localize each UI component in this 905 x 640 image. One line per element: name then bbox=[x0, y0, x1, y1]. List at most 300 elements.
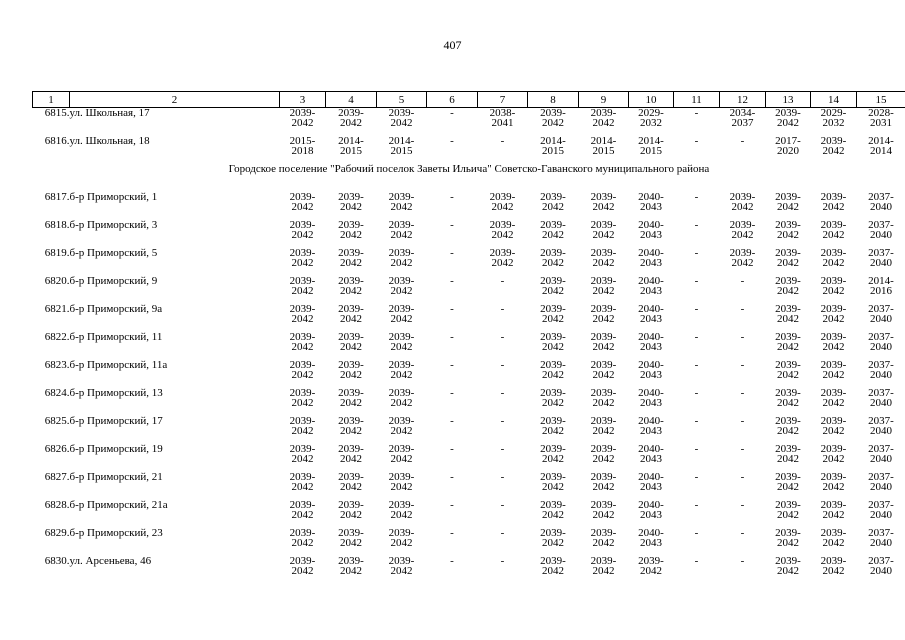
period-cell bbox=[377, 220, 427, 248]
period-cell bbox=[629, 528, 674, 556]
period-end: 2042 bbox=[822, 201, 845, 213]
period-end: 2042 bbox=[291, 257, 314, 269]
period-start: 2039- bbox=[289, 107, 316, 119]
period-cell bbox=[857, 556, 905, 584]
period-cell bbox=[766, 192, 811, 220]
row-number: 6827. bbox=[44, 471, 70, 483]
period-cell bbox=[326, 136, 377, 164]
period-cell bbox=[579, 276, 629, 304]
period-end: 2042 bbox=[491, 201, 514, 213]
column-header: 7 bbox=[478, 92, 528, 108]
period-end: 2042 bbox=[340, 201, 362, 213]
period-end: 2042 bbox=[340, 257, 362, 269]
period-end: 2042 bbox=[777, 425, 799, 437]
period-cell bbox=[811, 276, 857, 304]
period-cell bbox=[629, 108, 674, 137]
row-number: 6830. bbox=[44, 555, 70, 567]
row-number: 6829. bbox=[44, 527, 70, 539]
period-cell bbox=[280, 248, 326, 276]
table-row bbox=[33, 556, 905, 584]
period-end: 2042 bbox=[822, 145, 845, 157]
period-start: 2039- bbox=[388, 247, 415, 259]
period-start: 2039- bbox=[388, 499, 415, 511]
period-cell bbox=[857, 472, 905, 500]
period-start: 2039- bbox=[489, 191, 516, 203]
period-start: 2039- bbox=[820, 471, 847, 483]
period-start: 2037- bbox=[868, 555, 894, 567]
period-start: 2039- bbox=[820, 527, 847, 539]
period-start: 2039- bbox=[590, 191, 617, 203]
period-start: 2039- bbox=[820, 499, 847, 511]
period-end: 2042 bbox=[822, 481, 845, 493]
period-cell bbox=[377, 416, 427, 444]
period-end: 2042 bbox=[822, 397, 845, 409]
period-start: 2037- bbox=[868, 247, 894, 259]
period-end: 2043 bbox=[640, 425, 662, 437]
period-end: 2042 bbox=[542, 537, 564, 549]
period-end: 2040 bbox=[870, 229, 892, 241]
period-end: 2042 bbox=[592, 453, 615, 465]
period-end: 2042 bbox=[542, 453, 564, 465]
period-cell: - bbox=[694, 303, 699, 315]
period-cell bbox=[811, 444, 857, 472]
period-start: 2039- bbox=[289, 555, 316, 567]
period-end: 2042 bbox=[340, 425, 362, 437]
period-cell bbox=[629, 220, 674, 248]
period-cell bbox=[766, 220, 811, 248]
period-cell bbox=[326, 416, 377, 444]
period-cell bbox=[377, 528, 427, 556]
table-row bbox=[33, 332, 905, 360]
period-cell bbox=[377, 360, 427, 388]
period-end: 2016 bbox=[870, 285, 892, 297]
period-end: 2042 bbox=[291, 397, 314, 409]
address-cell: б-р Приморский, 19 bbox=[69, 443, 163, 455]
period-cell bbox=[326, 304, 377, 332]
period-cell: - bbox=[694, 471, 699, 483]
period-start: 2039- bbox=[289, 331, 316, 343]
period-start: 2039- bbox=[775, 443, 801, 455]
period-cell bbox=[629, 416, 674, 444]
period-end: 2043 bbox=[640, 509, 662, 521]
period-end: 2042 bbox=[542, 229, 564, 241]
period-end: 2042 bbox=[340, 229, 362, 241]
period-cell: - bbox=[694, 499, 699, 511]
period-start: 2039- bbox=[540, 387, 566, 399]
period-end: 2015 bbox=[340, 145, 362, 157]
period-start: 2028- bbox=[868, 107, 894, 119]
period-cell bbox=[766, 416, 811, 444]
address-cell: ул. Арсеньева, 46 bbox=[69, 555, 152, 567]
period-end: 2043 bbox=[640, 453, 662, 465]
period-end: 2042 bbox=[390, 425, 413, 437]
period-start: 2037- bbox=[868, 443, 894, 455]
period-end: 2043 bbox=[640, 397, 662, 409]
column-header: 6 bbox=[427, 92, 478, 108]
period-cell: - bbox=[694, 135, 699, 147]
period-start: 2039- bbox=[729, 191, 756, 203]
period-start: 2039- bbox=[775, 555, 801, 567]
period-start: 2039- bbox=[289, 191, 316, 203]
period-end: 2042 bbox=[291, 453, 314, 465]
period-end: 2042 bbox=[777, 509, 799, 521]
period-cell bbox=[629, 388, 674, 416]
period-start: 2014- bbox=[590, 135, 617, 147]
period-cell bbox=[720, 220, 766, 248]
period-cell bbox=[280, 556, 326, 584]
period-end: 2018 bbox=[291, 145, 314, 157]
period-end: 2040 bbox=[870, 397, 892, 409]
period-start: 2037- bbox=[868, 471, 894, 483]
period-cell bbox=[326, 220, 377, 248]
period-cell bbox=[811, 220, 857, 248]
period-start: 2039- bbox=[338, 555, 364, 567]
period-end: 2042 bbox=[390, 341, 413, 353]
period-cell bbox=[579, 528, 629, 556]
period-cell bbox=[629, 276, 674, 304]
table-row bbox=[33, 472, 905, 500]
period-end: 2015 bbox=[592, 145, 615, 157]
period-end: 2040 bbox=[870, 341, 892, 353]
period-end: 2040 bbox=[870, 509, 892, 521]
period-start: 2039- bbox=[388, 359, 415, 371]
period-end: 2042 bbox=[822, 537, 845, 549]
period-cell bbox=[528, 248, 579, 276]
address-cell: б-р Приморский, 9а bbox=[69, 303, 163, 315]
period-start: 2039- bbox=[638, 555, 664, 567]
period-end: 2040 bbox=[870, 565, 892, 577]
period-end: 2042 bbox=[592, 537, 615, 549]
period-end: 2032 bbox=[640, 117, 662, 129]
period-cell bbox=[280, 192, 326, 220]
table-row bbox=[33, 136, 905, 164]
period-cell bbox=[766, 360, 811, 388]
period-cell: - bbox=[450, 191, 454, 203]
row-number: 6819. bbox=[44, 247, 70, 259]
period-cell: - bbox=[500, 135, 505, 147]
period-cell bbox=[528, 304, 579, 332]
period-start: 2039- bbox=[820, 555, 847, 567]
period-cell bbox=[811, 360, 857, 388]
period-start: 2039- bbox=[775, 247, 801, 259]
period-end: 2042 bbox=[542, 257, 564, 269]
row-number: 6821. bbox=[44, 303, 70, 315]
period-cell bbox=[478, 220, 528, 248]
period-cell bbox=[811, 248, 857, 276]
period-start: 2039- bbox=[820, 359, 847, 371]
period-end: 2015 bbox=[542, 145, 564, 157]
period-end: 2014 bbox=[870, 145, 892, 157]
period-cell bbox=[326, 556, 377, 584]
period-start: 2039- bbox=[388, 275, 415, 287]
column-header: 15 bbox=[857, 92, 905, 108]
period-end: 2042 bbox=[542, 425, 564, 437]
period-start: 2039- bbox=[540, 527, 566, 539]
period-start: 2039- bbox=[388, 443, 415, 455]
period-start: 2039- bbox=[338, 219, 364, 231]
schedule-table bbox=[32, 91, 905, 584]
period-start: 2039- bbox=[388, 527, 415, 539]
period-cell bbox=[766, 332, 811, 360]
period-end: 2042 bbox=[777, 229, 799, 241]
period-cell bbox=[280, 276, 326, 304]
row-number: 6820. bbox=[44, 275, 70, 287]
period-end: 2042 bbox=[291, 201, 314, 213]
period-start: 2039- bbox=[540, 331, 566, 343]
period-cell bbox=[579, 416, 629, 444]
period-end: 2042 bbox=[390, 397, 413, 409]
period-cell bbox=[811, 388, 857, 416]
period-cell: - bbox=[450, 499, 454, 511]
period-start: 2039- bbox=[338, 107, 364, 119]
period-start: 2037- bbox=[868, 387, 894, 399]
period-start: 2039- bbox=[388, 107, 415, 119]
column-header: 5 bbox=[377, 92, 427, 108]
period-end: 2043 bbox=[640, 313, 662, 325]
period-start: 2040- bbox=[638, 191, 664, 203]
period-end: 2042 bbox=[340, 313, 362, 325]
period-cell bbox=[811, 108, 857, 137]
period-cell bbox=[629, 304, 674, 332]
period-end: 2042 bbox=[592, 313, 615, 325]
period-start: 2039- bbox=[338, 387, 364, 399]
period-start: 2039- bbox=[388, 303, 415, 315]
period-start: 2039- bbox=[338, 527, 364, 539]
period-cell bbox=[478, 248, 528, 276]
period-cell: - bbox=[694, 191, 699, 203]
period-cell bbox=[326, 472, 377, 500]
period-end: 2042 bbox=[542, 509, 564, 521]
period-cell: - bbox=[450, 359, 454, 371]
period-end: 2042 bbox=[822, 285, 845, 297]
period-start: 2014- bbox=[388, 135, 415, 147]
address-cell: ул. Школьная, 18 bbox=[69, 135, 150, 147]
period-end: 2042 bbox=[777, 313, 799, 325]
column-header: 11 bbox=[674, 92, 720, 108]
address-cell: б-р Приморский, 1 bbox=[69, 191, 158, 203]
period-cell bbox=[720, 108, 766, 137]
period-start: 2040- bbox=[638, 247, 664, 259]
period-cell bbox=[528, 556, 579, 584]
period-start: 2039- bbox=[289, 303, 316, 315]
period-start: 2039- bbox=[820, 275, 847, 287]
period-start: 2039- bbox=[540, 107, 566, 119]
period-end: 2042 bbox=[542, 117, 564, 129]
period-end: 2042 bbox=[777, 369, 799, 381]
period-end: 2042 bbox=[390, 313, 413, 325]
period-cell: - bbox=[740, 499, 745, 511]
period-end: 2042 bbox=[390, 285, 413, 297]
period-end: 2042 bbox=[291, 425, 314, 437]
period-end: 2042 bbox=[777, 117, 799, 129]
period-start: 2029- bbox=[820, 107, 847, 119]
period-end: 2042 bbox=[822, 257, 845, 269]
row-number: 6825. bbox=[44, 415, 70, 427]
period-cell bbox=[811, 556, 857, 584]
period-start: 2039- bbox=[820, 415, 847, 427]
period-cell: - bbox=[694, 527, 699, 539]
period-end: 2040 bbox=[870, 257, 892, 269]
period-end: 2042 bbox=[822, 453, 845, 465]
period-start: 2039- bbox=[289, 359, 316, 371]
period-end: 2042 bbox=[291, 509, 314, 521]
period-cell bbox=[326, 108, 377, 137]
period-end: 2042 bbox=[291, 369, 314, 381]
period-cell: - bbox=[694, 555, 699, 567]
period-end: 2042 bbox=[390, 257, 413, 269]
period-end: 2040 bbox=[870, 425, 892, 437]
period-end: 2042 bbox=[542, 285, 564, 297]
period-cell bbox=[326, 528, 377, 556]
period-start: 2039- bbox=[540, 275, 566, 287]
period-end: 2042 bbox=[640, 565, 662, 577]
period-cell bbox=[280, 500, 326, 528]
period-cell bbox=[629, 472, 674, 500]
period-cell bbox=[326, 248, 377, 276]
period-start: 2039- bbox=[590, 303, 617, 315]
period-start: 2039- bbox=[820, 331, 847, 343]
period-end: 2042 bbox=[777, 201, 799, 213]
period-start: 2039- bbox=[540, 415, 566, 427]
period-cell: - bbox=[450, 443, 454, 455]
period-end: 2042 bbox=[592, 229, 615, 241]
period-cell bbox=[766, 388, 811, 416]
period-cell bbox=[857, 192, 905, 220]
period-end: 2042 bbox=[822, 509, 845, 521]
period-cell: - bbox=[694, 387, 699, 399]
period-cell bbox=[857, 220, 905, 248]
column-header: 1 bbox=[33, 92, 70, 108]
period-start: 2039- bbox=[540, 247, 566, 259]
period-start: 2039- bbox=[540, 359, 566, 371]
period-end: 2037 bbox=[731, 117, 754, 129]
period-start: 2039- bbox=[338, 415, 364, 427]
period-cell bbox=[528, 416, 579, 444]
period-start: 2039- bbox=[820, 303, 847, 315]
period-start: 2039- bbox=[289, 275, 316, 287]
period-start: 2037- bbox=[868, 359, 894, 371]
period-cell: - bbox=[694, 275, 699, 287]
period-start: 2040- bbox=[638, 499, 664, 511]
period-start: 2039- bbox=[775, 107, 801, 119]
period-end: 2042 bbox=[822, 565, 845, 577]
period-start: 2039- bbox=[338, 303, 364, 315]
period-end: 2042 bbox=[340, 397, 362, 409]
period-end: 2042 bbox=[542, 201, 564, 213]
period-cell bbox=[857, 528, 905, 556]
period-end: 2042 bbox=[822, 341, 845, 353]
period-cell bbox=[857, 248, 905, 276]
period-cell bbox=[478, 108, 528, 137]
period-start: 2029- bbox=[638, 107, 664, 119]
table-row bbox=[33, 388, 905, 416]
period-cell: - bbox=[694, 107, 699, 119]
period-end: 2042 bbox=[542, 369, 564, 381]
period-cell bbox=[528, 528, 579, 556]
address-cell: б-р Приморский, 3 bbox=[69, 219, 158, 231]
period-end: 2042 bbox=[390, 369, 413, 381]
period-cell bbox=[528, 360, 579, 388]
period-end: 2042 bbox=[291, 285, 314, 297]
period-cell bbox=[811, 304, 857, 332]
period-start: 2039- bbox=[388, 415, 415, 427]
period-cell: - bbox=[740, 555, 745, 567]
period-end: 2042 bbox=[592, 481, 615, 493]
period-start: 2015- bbox=[289, 135, 316, 147]
period-cell bbox=[629, 500, 674, 528]
period-start: 2039- bbox=[489, 247, 516, 259]
period-end: 2042 bbox=[291, 229, 314, 241]
period-cell bbox=[528, 136, 579, 164]
period-cell: - bbox=[740, 359, 745, 371]
period-cell bbox=[811, 472, 857, 500]
column-header: 10 bbox=[629, 92, 674, 108]
period-cell: - bbox=[450, 107, 454, 119]
period-end: 2042 bbox=[291, 341, 314, 353]
period-start: 2039- bbox=[590, 387, 617, 399]
period-cell: - bbox=[500, 387, 505, 399]
row-number: 6818. bbox=[44, 219, 70, 231]
period-cell: - bbox=[740, 387, 745, 399]
column-header: 4 bbox=[326, 92, 377, 108]
period-start: 2039- bbox=[540, 471, 566, 483]
period-start: 2039- bbox=[590, 443, 617, 455]
row-number: 6816. bbox=[44, 135, 70, 147]
period-cell bbox=[766, 108, 811, 137]
table-row bbox=[33, 528, 905, 556]
period-start: 2039- bbox=[820, 247, 847, 259]
column-header: 9 bbox=[579, 92, 629, 108]
period-start: 2039- bbox=[289, 415, 316, 427]
period-start: 2039- bbox=[388, 191, 415, 203]
period-cell bbox=[528, 108, 579, 137]
period-start: 2037- bbox=[868, 303, 894, 315]
period-start: 2039- bbox=[590, 275, 617, 287]
period-cell bbox=[528, 276, 579, 304]
period-cell: - bbox=[694, 219, 699, 231]
period-cell: - bbox=[694, 415, 699, 427]
period-start: 2039- bbox=[540, 443, 566, 455]
period-end: 2042 bbox=[777, 481, 799, 493]
period-end: 2042 bbox=[592, 257, 615, 269]
period-cell bbox=[766, 136, 811, 164]
period-cell bbox=[579, 304, 629, 332]
period-end: 2015 bbox=[640, 145, 662, 157]
period-end: 2031 bbox=[870, 117, 892, 129]
page-number: 407 bbox=[443, 38, 462, 52]
period-end: 2043 bbox=[640, 481, 662, 493]
period-cell bbox=[766, 304, 811, 332]
period-cell bbox=[766, 248, 811, 276]
period-start: 2039- bbox=[590, 331, 617, 343]
period-end: 2042 bbox=[340, 509, 362, 521]
period-cell: - bbox=[450, 415, 454, 427]
period-end: 2040 bbox=[870, 453, 892, 465]
period-start: 2039- bbox=[289, 443, 316, 455]
period-cell: - bbox=[450, 247, 454, 259]
period-cell bbox=[857, 444, 905, 472]
period-cell bbox=[629, 192, 674, 220]
period-end: 2042 bbox=[291, 481, 314, 493]
period-cell: - bbox=[450, 219, 454, 231]
period-start: 2039- bbox=[775, 275, 801, 287]
period-cell bbox=[811, 332, 857, 360]
period-end: 2040 bbox=[870, 481, 892, 493]
period-start: 2039- bbox=[289, 527, 316, 539]
period-cell bbox=[280, 332, 326, 360]
period-start: 2039- bbox=[388, 331, 415, 343]
period-start: 2040- bbox=[638, 471, 664, 483]
